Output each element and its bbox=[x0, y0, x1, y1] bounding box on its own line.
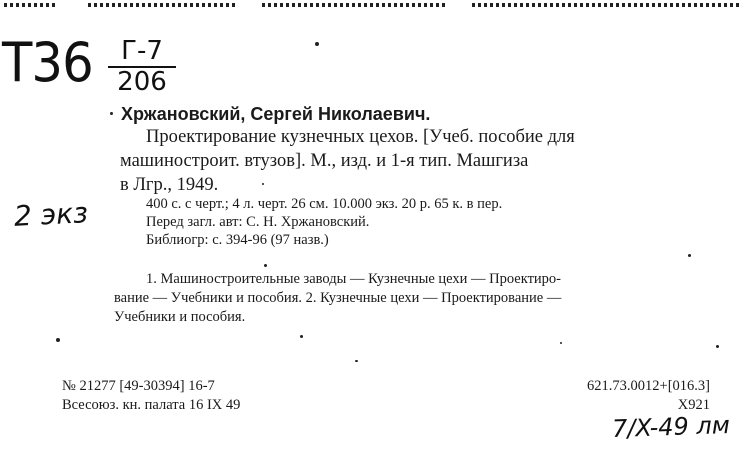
perforation-dot bbox=[112, 3, 115, 7]
perforation-dot bbox=[130, 3, 133, 7]
perforation-dot bbox=[442, 3, 445, 7]
speck bbox=[688, 254, 691, 257]
speck bbox=[716, 345, 719, 348]
perforation-dot bbox=[160, 3, 163, 7]
perforation-dot bbox=[580, 3, 583, 7]
collation-line: 400 с. с черт.; 4 л. черт. 26 см. 10.000 экз. 20 р. 65 к. в пер. bbox=[146, 196, 503, 212]
perforation-dot bbox=[214, 3, 217, 7]
perforation-dot bbox=[262, 3, 265, 7]
perforation-dot bbox=[148, 3, 151, 7]
perforation-dot bbox=[4, 3, 7, 7]
bibliography-line: Библиогр: с. 394-96 (97 назв.) bbox=[146, 232, 329, 248]
perforation-dot bbox=[736, 3, 739, 7]
perforation-dot bbox=[118, 3, 121, 7]
perforation-dot bbox=[298, 3, 301, 7]
perforation-dot bbox=[124, 3, 127, 7]
record-number: № 21277 [49-30394] 16-7 bbox=[62, 378, 215, 394]
perforation-dot bbox=[484, 3, 487, 7]
perforation-dot bbox=[574, 3, 577, 7]
perforation-dot bbox=[502, 3, 505, 7]
perforation-dot bbox=[706, 3, 709, 7]
perforation-dot bbox=[172, 3, 175, 7]
perforation-dot bbox=[640, 3, 643, 7]
perforation-dot bbox=[430, 3, 433, 7]
perforation-dot bbox=[340, 3, 343, 7]
perforation-dot bbox=[682, 3, 685, 7]
perforation-dot bbox=[694, 3, 697, 7]
author-heading: Хржановский, Сергей Николаевич. bbox=[121, 104, 431, 124]
perforation-dot bbox=[604, 3, 607, 7]
perforation-dot bbox=[304, 3, 307, 7]
perforation-dot bbox=[520, 3, 523, 7]
perforation-dot bbox=[22, 3, 25, 7]
speck bbox=[110, 112, 113, 115]
perforation-dot bbox=[436, 3, 439, 7]
perforation-dot bbox=[106, 3, 109, 7]
perforation-dot bbox=[406, 3, 409, 7]
perforation-dot bbox=[196, 3, 199, 7]
title-line-2: машиностроит. втузов]. М., изд. и 1-я тип. Машгиза bbox=[120, 151, 529, 171]
perforation-dot bbox=[40, 3, 43, 7]
perforation-dot bbox=[274, 3, 277, 7]
perforation-dot bbox=[358, 3, 361, 7]
perforation-dot bbox=[478, 3, 481, 7]
call-number-numerator: Г-7 bbox=[108, 38, 176, 68]
perforation-dot bbox=[472, 3, 475, 7]
perforation-dot bbox=[616, 3, 619, 7]
perforation-dot bbox=[94, 3, 97, 7]
perforation-dot bbox=[208, 3, 211, 7]
perforation-dot bbox=[286, 3, 289, 7]
perforation-dot bbox=[226, 3, 229, 7]
speck bbox=[300, 335, 303, 338]
perforation-dot bbox=[178, 3, 181, 7]
perforation-dot bbox=[424, 3, 427, 7]
perforation-dot bbox=[346, 3, 349, 7]
classification-index: 621.73.0012+[016.3] bbox=[587, 378, 710, 394]
title-line-1: Проектирование кузнечных цехов. [Учеб. пособие для bbox=[146, 127, 575, 147]
perforation-dot bbox=[514, 3, 517, 7]
perforation-dot bbox=[490, 3, 493, 7]
perforation-dot bbox=[370, 3, 373, 7]
author-note-line: Перед загл. авт: С. Н. Хржановский. bbox=[146, 214, 370, 230]
perforation-dot bbox=[610, 3, 613, 7]
perforation-dot bbox=[28, 3, 31, 7]
call-number-fraction bbox=[108, 38, 176, 96]
perforation-dot bbox=[328, 3, 331, 7]
title-line-3: в Лгр., 1949. bbox=[120, 175, 219, 195]
perforation-dot bbox=[562, 3, 565, 7]
perforation-dot bbox=[232, 3, 235, 7]
perforated-top-edge bbox=[0, 0, 750, 14]
perforation-dot bbox=[10, 3, 13, 7]
perforation-dot bbox=[280, 3, 283, 7]
speck bbox=[315, 42, 319, 46]
perforation-dot bbox=[622, 3, 625, 7]
perforation-dot bbox=[334, 3, 337, 7]
perforation-dot bbox=[550, 3, 553, 7]
perforation-dot bbox=[142, 3, 145, 7]
subject-line-3: Учебники и пособия. bbox=[114, 309, 246, 325]
perforation-dot bbox=[322, 3, 325, 7]
perforation-dot bbox=[628, 3, 631, 7]
subject-line-2: вание — Учебники и пособия. 2. Кузнечные цехи — Проектирование — bbox=[114, 290, 562, 306]
perforation-dot bbox=[292, 3, 295, 7]
perforation-dot bbox=[712, 3, 715, 7]
classification-code: X921 bbox=[677, 397, 710, 413]
perforation-dot bbox=[136, 3, 139, 7]
perforation-dot bbox=[418, 3, 421, 7]
perforation-dot bbox=[52, 3, 55, 7]
perforation-dot bbox=[352, 3, 355, 7]
handwritten-copies-note: 2 экз bbox=[13, 196, 89, 233]
perforation-dot bbox=[496, 3, 499, 7]
perforation-dot bbox=[664, 3, 667, 7]
perforation-dot bbox=[598, 3, 601, 7]
perforation-dot bbox=[592, 3, 595, 7]
perforation-dot bbox=[532, 3, 535, 7]
perforation-dot bbox=[670, 3, 673, 7]
perforation-dot bbox=[220, 3, 223, 7]
speck bbox=[264, 264, 267, 267]
perforation-dot bbox=[646, 3, 649, 7]
speck bbox=[56, 338, 60, 342]
perforation-dot bbox=[382, 3, 385, 7]
perforation-dot bbox=[544, 3, 547, 7]
perforation-dot bbox=[724, 3, 727, 7]
perforation-dot bbox=[100, 3, 103, 7]
perforation-dot bbox=[202, 3, 205, 7]
perforation-dot bbox=[412, 3, 415, 7]
perforation-dot bbox=[184, 3, 187, 7]
perforation-dot bbox=[310, 3, 313, 7]
perforation-dot bbox=[46, 3, 49, 7]
perforation-dot bbox=[16, 3, 19, 7]
perforation-dot bbox=[634, 3, 637, 7]
speck bbox=[355, 360, 358, 362]
perforation-dot bbox=[658, 3, 661, 7]
perforation-dot bbox=[388, 3, 391, 7]
speck bbox=[262, 183, 264, 185]
perforation-dot bbox=[508, 3, 511, 7]
perforation-dot bbox=[166, 3, 169, 7]
perforation-dot bbox=[154, 3, 157, 7]
perforation-dot bbox=[376, 3, 379, 7]
perforation-dot bbox=[400, 3, 403, 7]
subject-line-1: 1. Машиностроительные заводы — Кузнечные цехи — Проектиро- bbox=[146, 271, 562, 287]
perforation-dot bbox=[268, 3, 271, 7]
perforation-dot bbox=[568, 3, 571, 7]
perforation-dot bbox=[688, 3, 691, 7]
perforation-dot bbox=[316, 3, 319, 7]
perforation-dot bbox=[538, 3, 541, 7]
call-number-denominator: 206 bbox=[117, 67, 167, 97]
perforation-dot bbox=[364, 3, 367, 7]
call-number-main: Т36 bbox=[2, 31, 93, 94]
perforation-dot bbox=[526, 3, 529, 7]
perforation-dot bbox=[88, 3, 91, 7]
perforation-dot bbox=[730, 3, 733, 7]
perforation-dot bbox=[34, 3, 37, 7]
perforation-dot bbox=[652, 3, 655, 7]
handwritten-date-note: 7/X-49 лм bbox=[611, 410, 731, 444]
perforation-dot bbox=[586, 3, 589, 7]
perforation-dot bbox=[676, 3, 679, 7]
publisher-line: Всесоюз. кн. палата 16 IX 49 bbox=[62, 397, 241, 413]
speck bbox=[560, 342, 562, 344]
perforation-dot bbox=[718, 3, 721, 7]
perforation-dot bbox=[394, 3, 397, 7]
perforation-dot bbox=[700, 3, 703, 7]
perforation-dot bbox=[190, 3, 193, 7]
perforation-dot bbox=[556, 3, 559, 7]
